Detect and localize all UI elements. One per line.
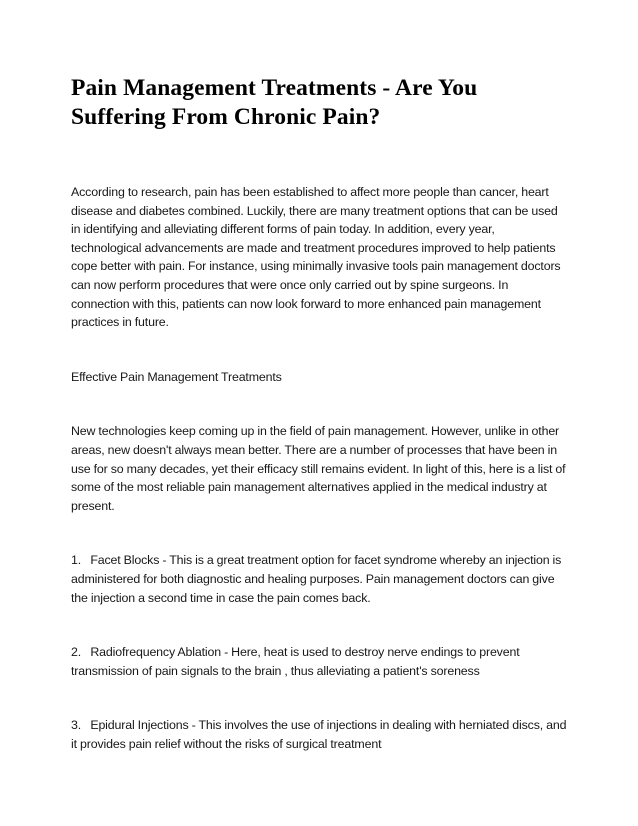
intro-paragraph: According to research, pain has been established to affect more people than cancer, heart disease and diabetes combined. Luckily, there are many treatment options that can be used in identifying and alleviating different forms of pain today. In addition, every year, technological advancements are made and treatment procedures improved to help patients cope better with pain. For instance, using minimally invasive tools pain management doctors can now perform procedures that were once only carried out by spine surgeons. In connection with this, patients can now look forward to more enhanced pain management practices in future. xyxy=(71,185,561,330)
spacer-title xyxy=(71,132,568,183)
spacer-item-1 xyxy=(71,607,568,643)
list-item-spacer xyxy=(81,718,90,732)
list-item xyxy=(71,643,568,680)
list-item xyxy=(71,551,568,607)
list-item-number: 2. xyxy=(71,645,82,660)
spacer-item-2 xyxy=(71,680,568,716)
list-item-spacer xyxy=(81,645,90,659)
list-item-number: 1. xyxy=(71,553,82,568)
list-item-number: 3. xyxy=(71,718,82,733)
document-content xyxy=(71,74,568,753)
list-item-spacer xyxy=(81,553,90,567)
section-subheading: Effective Pain Management Treatments xyxy=(71,369,282,384)
spacer-leadin xyxy=(71,515,568,551)
spacer-intro xyxy=(71,332,568,368)
list-item-text: Epidural Injections - This involves the use of injections in dealing with herniated discs, and it provides pain relief without the risks of surgical treatment xyxy=(71,718,567,751)
list-item-text: Radiofrequency Ablation - Here, heat is used to destroy nerve endings to prevent transmission of pain signals to the brain , thus alleviating a patient's soreness xyxy=(71,645,520,678)
page-title: Pain Management Treatments - Are You Suffering From Chronic Pain? xyxy=(71,75,478,130)
lead-in-paragraph: New technologies keep coming up in the field of pain management. However, unlike in other areas, new doesn't always mean better. There are a number of processes that have been in use for so many decades, yet their efficacy still remains evident. In light of this, here is a list of some of the most reliable pain management alternatives applied in the medical industry at present. xyxy=(71,424,566,513)
list-item-text: Facet Blocks - This is a great treatment option for facet syndrome whereby an injection is administered for both diagnostic and healing purposes. Pain management doctors can give the injection a second time in case the pain comes back. xyxy=(71,553,562,605)
spacer-subheading xyxy=(71,386,568,422)
list-item xyxy=(71,716,568,753)
